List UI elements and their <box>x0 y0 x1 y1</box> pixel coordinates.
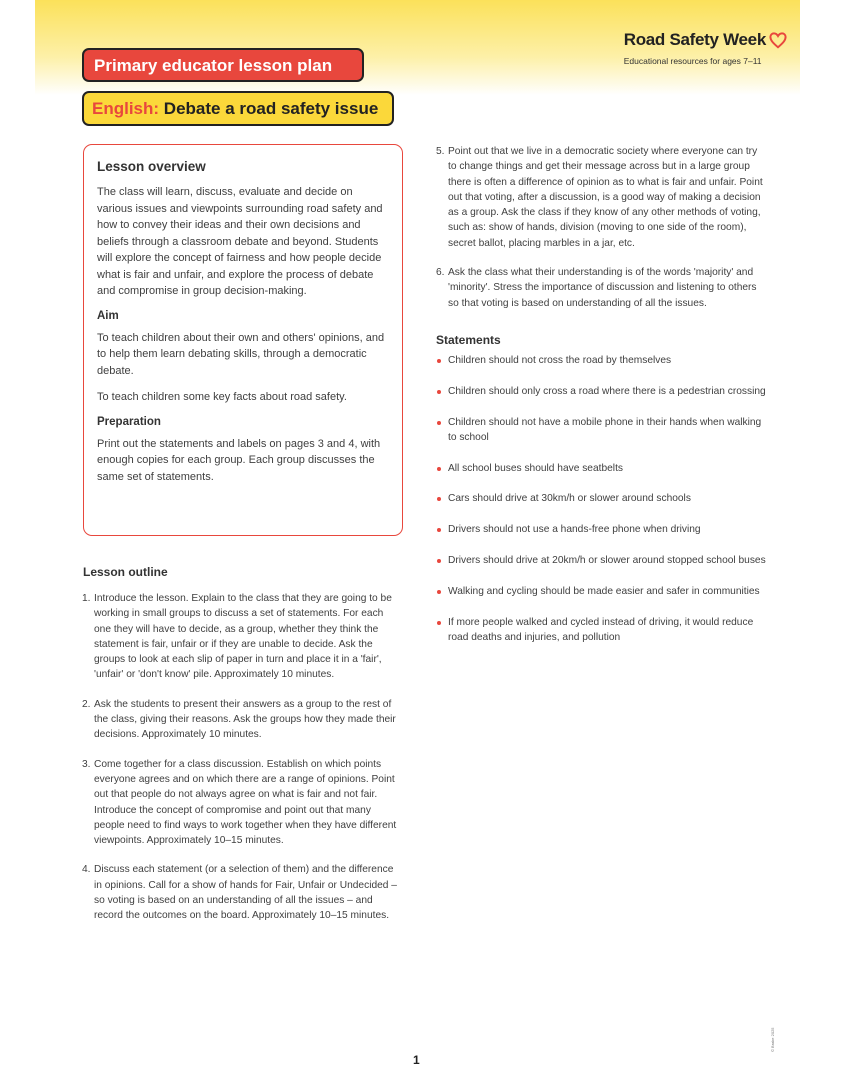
brand-title-text: Road Safety Week <box>623 30 766 49</box>
outline-step <box>436 265 766 311</box>
heart-icon <box>769 32 787 49</box>
outline-step <box>436 144 766 251</box>
step-number: 4. <box>82 864 91 876</box>
statement-item <box>436 384 766 399</box>
brand-title <box>624 30 787 50</box>
bullet-icon <box>437 421 441 425</box>
step-text: Introduce the lesson. Explain to the class that they are going to be working in small groups to discuss a set of statements. For each one they will have to decide, as a group, whether they think the statement is fair, unfair or if they are unable to decide. Ask the groups to look at each slip of paper in turn and place it in a 'fair', 'unfair' or 'don't know' pile. Approximately 10 minutes. <box>94 593 392 681</box>
statement-text: If more people walked and cycled instead of driving, it would reduce road deaths and injuries, and pollution <box>448 616 754 643</box>
statement-item <box>436 491 766 506</box>
bullet-icon <box>437 467 441 471</box>
bullet-icon <box>437 497 441 501</box>
lesson-outline <box>83 565 403 938</box>
statement-item <box>436 615 766 646</box>
topic-title: Debate a road safety issue <box>163 99 379 118</box>
statements-heading: Statements <box>436 332 501 347</box>
preparation-text: Print out the statements and labels on pages 3 and 4, with enough copies for each group. Each group discusses the same set of statements. <box>97 437 381 483</box>
lesson-overview-box <box>83 144 403 536</box>
outline-heading: Lesson outline <box>83 565 168 579</box>
aim-text-2: To teach children some key facts about road safety. <box>97 391 347 403</box>
aim-text-1: To teach children about their own and others' opinions, and to help them learn debating skills, through a democratic debate. <box>97 331 385 377</box>
statement-item <box>436 522 766 537</box>
step-text: Ask the class what their understanding is of the words 'majority' and 'minority'. Stress the importance of discussion and listening to others so that voting is based on understanding of all the issues. <box>448 267 757 309</box>
bullet-icon <box>437 390 441 394</box>
statement-item <box>436 461 766 476</box>
lesson-plan-banner: Primary educator lesson plan <box>82 48 364 82</box>
topic-banner <box>82 91 394 126</box>
step-number: 3. <box>82 758 91 770</box>
statement-text: Drivers should drive at 20km/h or slower around stopped school buses <box>448 555 766 567</box>
statement-text: Cars should drive at 30km/h or slower around schools <box>448 493 691 505</box>
step-text: Discuss each statement (or a selection of them) and the difference in opinions. Call for a show of hands for Fair, Unfair or Undecided – so voting is based on an understanding of all the issues – and record the outcomes on the board. Approximately 10–15 minutes. <box>94 864 397 922</box>
statement-text: Children should only cross a road where there is a pedestrian crossing <box>448 385 766 397</box>
step-number: 1. <box>82 593 91 604</box>
preparation-heading: Preparation <box>97 415 161 428</box>
outline-step <box>83 591 403 683</box>
statement-item <box>436 415 766 446</box>
statement-text: All school buses should have seatbelts <box>448 462 623 474</box>
page-number: 1 <box>413 1053 420 1067</box>
step-number: 5. <box>436 146 445 157</box>
step-text: Point out that we live in a democratic society where everyone can try to change things and get their message across but in a large group there is often a difference of opinion as to what is fair and unfair. Point out that voting, after a discussion, is a good way of making a decision as a group. Ask the class if they know of any other methods of voting, such as: show of hands, division (moving to one side of the room), secret ballot, placing marbles in a jar, etc. <box>448 146 763 249</box>
step-number: 6. <box>436 267 445 279</box>
copyright-note: © Brake 2025 <box>770 1027 775 1052</box>
brand-subtitle: Educational resources for ages 7–11 <box>623 56 762 66</box>
outline-steps <box>83 591 403 924</box>
step-text: Come together for a class discussion. Establish on which points everyone agrees and on which there are a range of opinions. Point out that people do not always agree on what is fair and not fair. Introduce the concept of compromise and point out that many people need to find ways to work together when they have different viewpoints. Approximately 10–15 minutes. <box>94 758 397 847</box>
outline-step <box>83 697 403 743</box>
statement-text: Children should not cross the road by themselves <box>448 354 672 366</box>
aim-heading: Aim <box>97 309 119 322</box>
statement-text: Drivers should not use a hands-free phone when driving <box>448 524 701 536</box>
statement-text: Walking and cycling should be made easier and safer in communities <box>448 585 760 597</box>
statement-item <box>436 553 766 568</box>
subject-label: English: <box>92 99 160 118</box>
bullet-icon <box>437 528 441 532</box>
bullet-icon <box>437 359 441 363</box>
overview-text: The class will learn, discuss, evaluate and decide on various issues and viewpoints surrounding road safety and how to convey their ideas and their own decisions and beliefs through a classroom debate and beyond. Students will explore the concept of fairness and how people decide what is fair and unfair, and explore the process of debate and compromise in group decision-making. <box>97 186 383 297</box>
overview-heading: Lesson overview <box>97 159 206 174</box>
right-column <box>436 144 766 661</box>
bullet-icon <box>437 590 441 594</box>
step-text: Ask the students to present their answers as a group to the rest of the class, giving their reasons. Ask the groups how they made their decisions. Approximately 10 minutes. <box>94 698 396 741</box>
brand-logo <box>624 30 787 66</box>
bullet-icon <box>437 621 441 625</box>
step-number: 2. <box>82 698 91 710</box>
outline-step <box>83 757 403 849</box>
statement-item <box>436 584 766 599</box>
statement-item <box>436 353 766 368</box>
bullet-icon <box>437 559 441 563</box>
statement-text: Children should not have a mobile phone in their hands when walking to school <box>448 416 762 443</box>
outline-step <box>83 862 403 923</box>
statements-list <box>436 353 766 645</box>
